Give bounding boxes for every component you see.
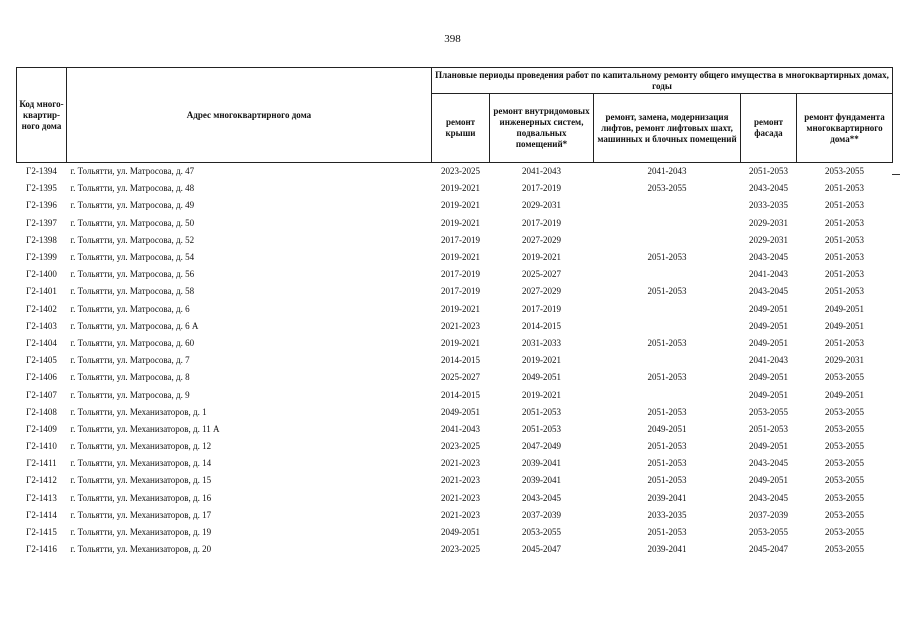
cell-address: г. Тольятти, ул. Матросова, д. 50 (70, 217, 195, 228)
cell-systems: 2017-2019 (522, 303, 561, 314)
cell-lifts: 2049-2051 (647, 423, 687, 434)
cell-foundation: 2053-2055 (825, 527, 864, 538)
cell-lifts (594, 266, 741, 283)
cell-roof: 2023-2025 (441, 441, 480, 452)
cell-foundation: 2051-2053 (825, 183, 864, 194)
cell-systems: 2041-2043 (522, 166, 561, 177)
table-row (17, 541, 893, 558)
cell-code: Г2-1404 (26, 337, 57, 348)
cell-lifts: 2051-2053 (647, 337, 687, 348)
cell-code: Г2-1407 (26, 389, 57, 400)
cell-facade: 2049-2051 (749, 303, 788, 314)
cell-facade: 2029-2031 (749, 217, 788, 228)
table-row (17, 163, 893, 181)
cell-roof: 2023-2025 (441, 544, 480, 555)
cell-code: Г2-1400 (26, 269, 57, 280)
cell-facade: 2029-2031 (749, 234, 788, 245)
cell-systems: 2025-2027 (522, 269, 561, 280)
cell-lifts: 2039-2041 (647, 544, 687, 555)
cell-address: г. Тольятти, ул. Механизаторов, д. 20 (70, 544, 212, 555)
cell-foundation: 2053-2055 (825, 544, 864, 555)
cell-address: г. Тольятти, ул. Механизаторов, д. 12 (70, 441, 212, 452)
cell-facade: 2043-2045 (749, 458, 788, 469)
cell-roof: 2019-2021 (441, 183, 480, 194)
cell-code: Г2-1405 (26, 355, 57, 366)
cell-code: Г2-1416 (26, 544, 57, 555)
table-row (17, 524, 893, 541)
cell-roof: 2049-2051 (441, 527, 480, 538)
cell-lifts (594, 352, 741, 369)
cell-facade: 2049-2051 (749, 389, 788, 400)
cell-systems: 2047-2049 (522, 441, 561, 452)
cell-code: Г2-1395 (26, 183, 57, 194)
header-roof: ремонт крыши (432, 94, 490, 163)
cell-address: г. Тольятти, ул. Механизаторов, д. 19 (70, 527, 212, 538)
cell-roof: 2019-2021 (441, 200, 480, 211)
cell-lifts: 2053-2055 (647, 183, 687, 194)
table-row (17, 318, 893, 335)
cell-code: Г2-1412 (26, 475, 57, 486)
cell-facade: 2053-2055 (749, 406, 788, 417)
cell-address: г. Тольятти, ул. Матросова, д. 60 (70, 337, 195, 348)
cell-code: Г2-1396 (26, 200, 57, 211)
cell-systems: 2027-2029 (522, 234, 561, 245)
cell-code: Г2-1410 (26, 441, 57, 452)
capital-repair-table (16, 67, 893, 558)
cell-roof: 2041-2043 (441, 423, 480, 434)
header-code: Код много-квартир-ного дома (17, 68, 67, 163)
cell-facade: 2049-2051 (749, 337, 788, 348)
cell-systems: 2019-2021 (522, 252, 561, 263)
cell-address: г. Тольятти, ул. Матросова, д. 47 (70, 166, 195, 177)
header-foundation: ремонт фундамента многоквартирного дома** (797, 94, 893, 163)
cell-roof: 2014-2015 (441, 389, 480, 400)
cell-roof: 2017-2019 (441, 269, 480, 280)
cell-facade: 2049-2051 (749, 372, 788, 383)
cell-address: г. Тольятти, ул. Матросова, д. 54 (70, 252, 195, 263)
cell-address: г. Тольятти, ул. Механизаторов, д. 17 (70, 509, 212, 520)
cell-lifts (594, 301, 741, 318)
table-row (17, 301, 893, 318)
cell-roof: 2019-2021 (441, 303, 480, 314)
cell-systems: 2053-2055 (522, 527, 561, 538)
cell-facade: 2043-2045 (749, 286, 788, 297)
table-row (17, 421, 893, 438)
cell-foundation: 2053-2055 (825, 423, 864, 434)
cell-address: г. Тольятти, ул. Механизаторов, д. 1 (70, 406, 207, 417)
cell-facade: 2041-2043 (749, 269, 788, 280)
cell-systems: 2039-2041 (522, 458, 561, 469)
cell-foundation: 2051-2053 (825, 269, 864, 280)
cell-lifts: 2051-2053 (647, 286, 687, 297)
cell-systems: 2029-2031 (522, 200, 561, 211)
cell-roof: 2019-2021 (441, 337, 480, 348)
cell-roof: 2021-2023 (441, 509, 480, 520)
header-periods-title: Плановые периоды проведения работ по капитальному ремонту общего имущества в многоквартирных домах, годы (432, 68, 893, 94)
cell-address: г. Тольятти, ул. Механизаторов, д. 14 (70, 458, 212, 469)
header-facade: ремонт фасада (741, 94, 797, 163)
cell-lifts (594, 232, 741, 249)
cell-facade: 2043-2045 (749, 252, 788, 263)
cell-facade: 2033-2035 (749, 200, 788, 211)
cell-facade: 2045-2047 (749, 544, 788, 555)
cell-lifts: 2051-2053 (647, 406, 687, 417)
table-row (17, 335, 893, 352)
cell-foundation: 2053-2055 (825, 372, 864, 383)
cell-foundation: 2051-2053 (825, 337, 864, 348)
cell-systems: 2027-2029 (522, 286, 561, 297)
cell-roof: 2023-2025 (441, 166, 480, 177)
cell-code: Г2-1399 (26, 252, 57, 263)
cell-lifts (594, 386, 741, 403)
table-row (17, 369, 893, 386)
cell-roof: 2021-2023 (441, 458, 480, 469)
cell-systems: 2037-2039 (522, 509, 561, 520)
cell-systems: 2019-2021 (522, 355, 561, 366)
cell-foundation: 2051-2053 (825, 286, 864, 297)
cell-lifts: 2033-2035 (647, 509, 687, 520)
cell-code: Г2-1409 (26, 423, 57, 434)
cell-lifts: 2051-2053 (647, 441, 687, 452)
cell-address: г. Тольятти, ул. Матросова, д. 56 (70, 269, 195, 280)
cell-lifts: 2051-2053 (647, 372, 687, 383)
cell-lifts: 2051-2053 (647, 252, 687, 263)
cell-systems: 2051-2053 (522, 406, 561, 417)
cell-lifts: 2051-2053 (647, 475, 687, 486)
cell-foundation: 2053-2055 (825, 406, 864, 417)
cell-systems: 2014-2015 (522, 320, 561, 331)
cell-code: Г2-1402 (26, 303, 57, 314)
cell-code: Г2-1413 (26, 492, 57, 503)
table-row (17, 507, 893, 524)
cell-lifts: 2041-2043 (647, 166, 687, 177)
cell-facade: 2041-2043 (749, 355, 788, 366)
cell-systems: 2019-2021 (522, 389, 561, 400)
cell-foundation: 2053-2055 (825, 441, 864, 452)
cell-foundation: 2051-2053 (825, 217, 864, 228)
cell-facade: 2049-2051 (749, 320, 788, 331)
cell-code: Г2-1414 (26, 509, 57, 520)
cell-facade: 2049-2051 (749, 475, 788, 486)
cell-foundation: 2049-2051 (825, 389, 864, 400)
cell-address: г. Тольятти, ул. Матросова, д. 58 (70, 286, 195, 297)
cell-systems: 2043-2045 (522, 492, 561, 503)
cell-address: г. Тольятти, ул. Механизаторов, д. 15 (70, 475, 212, 486)
cell-foundation: 2049-2051 (825, 303, 864, 314)
cell-roof: 2017-2019 (441, 286, 480, 297)
cell-roof: 2021-2023 (441, 475, 480, 486)
cell-lifts (594, 318, 741, 335)
cell-address: г. Тольятти, ул. Матросова, д. 7 (70, 355, 190, 366)
header-lifts: ремонт, замена, модернизация лифтов, ремонт лифтовых шахт, машинных и блочных помещений (594, 94, 741, 163)
cell-roof: 2025-2027 (441, 372, 480, 383)
cell-address: г. Тольятти, ул. Матросова, д. 9 (70, 389, 190, 400)
table-row (17, 180, 893, 197)
cell-code: Г2-1403 (26, 320, 57, 331)
cell-roof: 2021-2023 (441, 320, 480, 331)
cell-systems: 2031-2033 (522, 337, 561, 348)
cell-roof: 2049-2051 (441, 406, 480, 417)
table-row (17, 215, 893, 232)
cell-systems: 2039-2041 (522, 475, 561, 486)
cell-address: г. Тольятти, ул. Матросова, д. 8 (70, 372, 190, 383)
cell-code: Г2-1415 (26, 527, 57, 538)
cell-facade: 2043-2045 (749, 183, 788, 194)
margin-mark (892, 174, 900, 175)
cell-foundation: 2053-2055 (825, 492, 864, 503)
cell-facade: 2051-2053 (749, 166, 788, 177)
page-number: 398 (444, 33, 461, 45)
cell-code: Г2-1408 (26, 406, 57, 417)
table-row (17, 386, 893, 403)
table-row (17, 438, 893, 455)
table-header (17, 68, 893, 163)
cell-foundation: 2049-2051 (825, 320, 864, 331)
cell-address: г. Тольятти, ул. Матросова, д. 52 (70, 234, 195, 245)
cell-foundation: 2053-2055 (825, 166, 864, 177)
table-row (17, 283, 893, 300)
table-row (17, 266, 893, 283)
cell-address: г. Тольятти, ул. Механизаторов, д. 11 А (70, 423, 220, 434)
cell-lifts: 2039-2041 (647, 492, 687, 503)
cell-code: Г2-1397 (26, 217, 57, 228)
table-row (17, 455, 893, 472)
cell-roof: 2019-2021 (441, 252, 480, 263)
table-row (17, 352, 893, 369)
cell-systems: 2017-2019 (522, 183, 561, 194)
cell-code: Г2-1394 (26, 166, 57, 177)
cell-foundation: 2053-2055 (825, 475, 864, 486)
cell-systems: 2051-2053 (522, 423, 561, 434)
cell-address: г. Тольятти, ул. Матросова, д. 6 А (70, 320, 199, 331)
cell-foundation: 2053-2055 (825, 509, 864, 520)
cell-address: г. Тольятти, ул. Механизаторов, д. 16 (70, 492, 212, 503)
table-body (17, 163, 893, 559)
cell-foundation: 2051-2053 (825, 234, 864, 245)
cell-code: Г2-1411 (26, 458, 57, 469)
table-row (17, 490, 893, 507)
cell-foundation: 2029-2031 (825, 355, 864, 366)
cell-code: Г2-1398 (26, 234, 57, 245)
cell-lifts (594, 215, 741, 232)
cell-foundation: 2051-2053 (825, 252, 864, 263)
table-row (17, 472, 893, 489)
cell-facade: 2043-2045 (749, 492, 788, 503)
cell-foundation: 2051-2053 (825, 200, 864, 211)
cell-roof: 2019-2021 (441, 217, 480, 228)
table-row (17, 249, 893, 266)
cell-address: г. Тольятти, ул. Матросова, д. 48 (70, 183, 195, 194)
table-row (17, 404, 893, 421)
cell-lifts: 2051-2053 (647, 458, 687, 469)
cell-foundation: 2053-2055 (825, 458, 864, 469)
cell-code: Г2-1406 (26, 372, 57, 383)
cell-facade: 2051-2053 (749, 423, 788, 434)
cell-systems: 2017-2019 (522, 217, 561, 228)
cell-facade: 2037-2039 (749, 509, 788, 520)
cell-roof: 2014-2015 (441, 355, 480, 366)
cell-lifts (594, 197, 741, 214)
cell-facade: 2049-2051 (749, 441, 788, 452)
cell-address: г. Тольятти, ул. Матросова, д. 6 (70, 303, 190, 314)
table-row (17, 232, 893, 249)
header-address: Адрес многоквартирного дома (67, 68, 432, 163)
header-systems: ремонт внутридомовых инженерных систем, подвальных помещений* (490, 94, 594, 163)
table-row (17, 197, 893, 214)
cell-lifts: 2051-2053 (647, 527, 687, 538)
cell-systems: 2045-2047 (522, 544, 561, 555)
cell-roof: 2021-2023 (441, 492, 480, 503)
cell-roof: 2017-2019 (441, 234, 480, 245)
cell-systems: 2049-2051 (522, 372, 561, 383)
cell-address: г. Тольятти, ул. Матросова, д. 49 (70, 200, 195, 211)
cell-facade: 2053-2055 (749, 527, 788, 538)
cell-code: Г2-1401 (26, 286, 57, 297)
